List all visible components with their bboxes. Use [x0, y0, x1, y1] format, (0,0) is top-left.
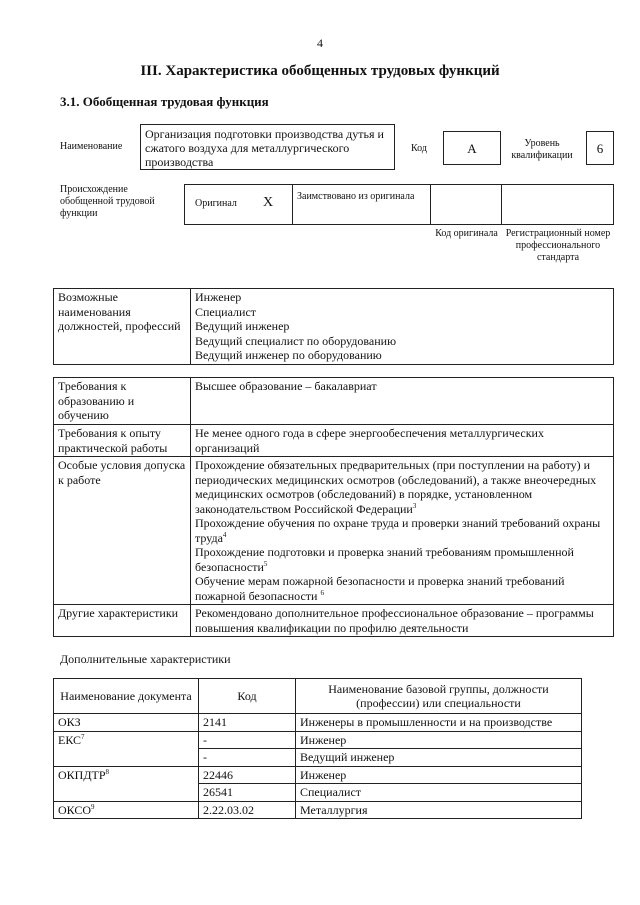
level-value-box: [586, 131, 614, 165]
header-name: Наименование базовой группы, должности (профессии) или специальности: [296, 679, 582, 714]
conditions-label: Особые условия допуска к работе: [54, 457, 191, 605]
code-cell: 22446: [199, 766, 296, 784]
code-value-box: [443, 131, 501, 165]
condition-item: Прохождение обязательных предварительных (при поступлении на работу) и периодических медицинских осмотров (обследований), а также внеочередных медицинских осмотров (обследований) в порядке, установленном законодательством Российской Федерации$^3$: [195, 458, 597, 516]
doc-cell: ЕКС$^7$: [54, 731, 199, 766]
borrowed-label: Заимствовано из оригинала: [297, 191, 415, 202]
other-label: Другие характеристики: [54, 605, 191, 637]
condition-item: Прохождение обучения по охране труда и проверки знаний требований охраны труда$^4$: [195, 516, 601, 545]
doc-cell: ОКЗ: [54, 714, 199, 732]
name-label: Наименование: [60, 141, 123, 152]
position-item: Инженер: [195, 290, 242, 304]
additional-header-row: [54, 679, 582, 714]
condition-item: Обучение мерам пожарной безопасности и проверка знаний требований пожарной безопасности $^6$: [195, 574, 565, 603]
level-value: 6: [596, 141, 604, 156]
code-original-cell: [431, 185, 502, 224]
table-row: [54, 801, 582, 819]
header-document: Наименование документа: [54, 679, 199, 714]
origin-table: [184, 184, 614, 225]
code-label: Код: [411, 143, 427, 154]
reg-number-caption: Регистрационный номер профессионального стандарта: [505, 228, 611, 263]
position-item: Ведущий инженер: [195, 319, 290, 333]
subsection-title: 3.1. Обобщенная трудовая функция: [60, 94, 269, 109]
name-cell: Инженеры в промышленности и на производстве: [296, 714, 582, 732]
requirements-table: [53, 377, 614, 637]
doc-cell: ОКПДТР$^8$: [54, 766, 199, 801]
additional-table: [53, 678, 582, 819]
experience-label: Требования к опыту практической работы: [54, 425, 191, 457]
code-original-caption: Код оригинала: [435, 228, 498, 239]
table-row: [54, 766, 582, 784]
level-label: Уровень квалификации: [511, 138, 573, 161]
conditions-list: [191, 457, 614, 605]
table-row: [54, 731, 582, 749]
page-number: 4: [317, 36, 323, 50]
name-cell: Ведущий инженер: [296, 749, 582, 767]
positions-table: [53, 288, 614, 365]
positions-list: [191, 289, 614, 365]
original-label: Оригинал: [195, 198, 237, 209]
code-value: А: [467, 141, 477, 156]
name-value-box: [140, 124, 395, 170]
name-cell: Металлургия: [296, 801, 582, 819]
other-value: Рекомендовано дополнительное профессиональное образование – программы повышения квалификации по профилю деятельности: [191, 605, 614, 637]
code-cell: 2.22.03.02: [199, 801, 296, 819]
origin-label: Происхождение обобщенной трудовой функции: [60, 184, 155, 219]
position-item: Ведущий инженер по оборудованию: [195, 348, 382, 362]
education-value: Высшее образование – бакалавриат: [191, 378, 614, 425]
positions-label: Возможные наименования должностей, профессий: [54, 289, 191, 365]
code-cell: 26541: [199, 784, 296, 802]
name-cell: Инженер: [296, 766, 582, 784]
original-mark: X: [263, 195, 274, 210]
table-row: [54, 714, 582, 732]
doc-cell: ОКСО$^9$: [54, 801, 199, 819]
name-cell: Специалист: [296, 784, 582, 802]
position-item: Ведущий специалист по оборудованию: [195, 333, 397, 348]
name-cell: Инженер: [296, 731, 582, 749]
section-title: III. Характеристика обобщенных трудовых функций: [140, 63, 500, 79]
position-item: Специалист: [195, 304, 257, 319]
code-cell: -: [199, 749, 296, 767]
reg-number-cell: [502, 185, 613, 224]
name-value: Организация подготовки производства дутья и сжатого воздуха для металлургического производства: [145, 127, 384, 169]
experience-value: Не менее одного года в сфере энергообеспечения металлургических организаций: [191, 425, 614, 457]
code-cell: 2141: [199, 714, 296, 732]
header-code: Код: [199, 679, 296, 714]
code-cell: -: [199, 731, 296, 749]
condition-item: Прохождение подготовки и проверка знаний требованиям промышленной безопасности$^5$: [195, 545, 574, 574]
education-label: Требования к образованию и обучению: [54, 378, 191, 425]
additional-title: Дополнительные характеристики: [60, 652, 231, 666]
